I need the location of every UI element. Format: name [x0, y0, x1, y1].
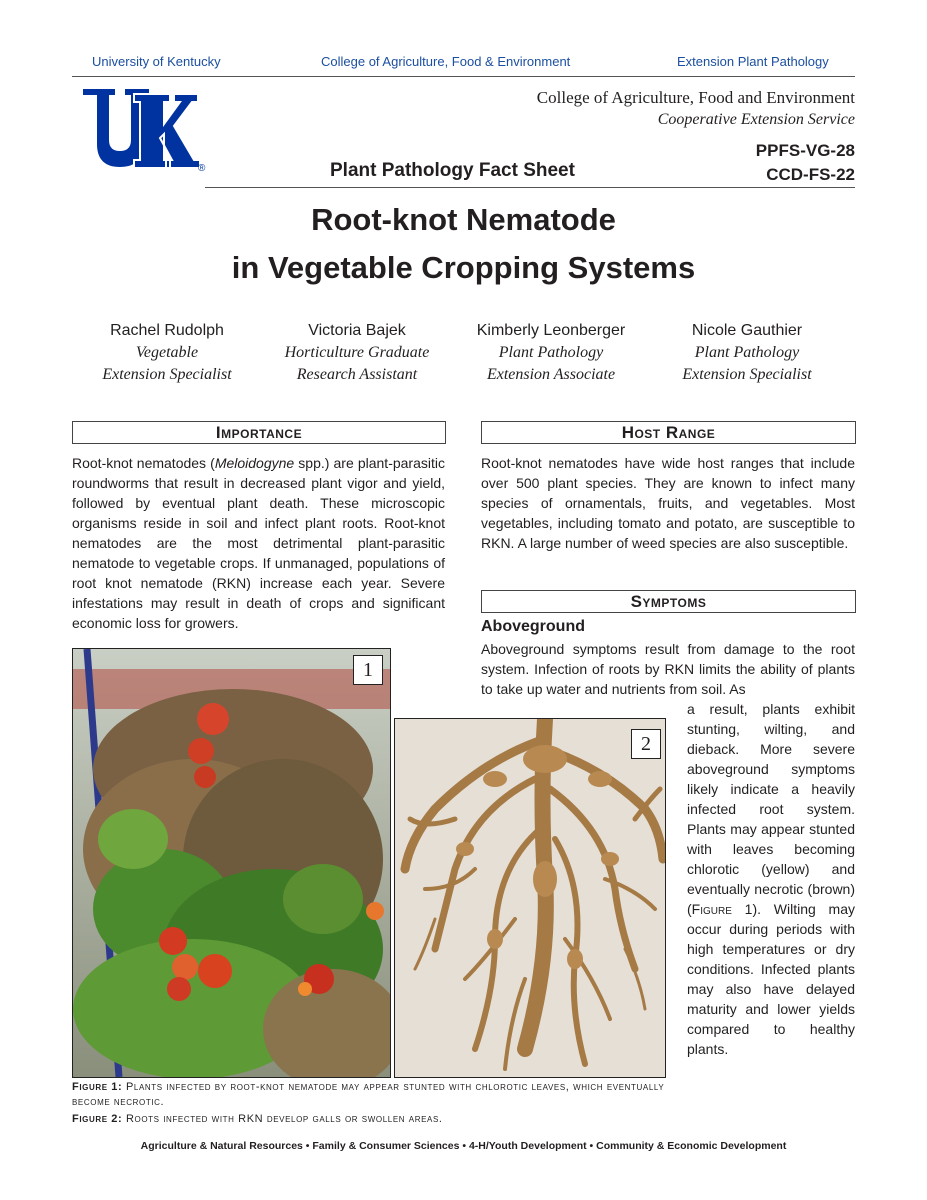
top-divider [72, 76, 855, 77]
nav-university: University of Kentucky [92, 54, 221, 69]
aboveground-subheading: Aboveground [481, 618, 585, 635]
figure-1-number: 1 [353, 655, 383, 685]
fact-sheet-label: Plant Pathology Fact Sheet [330, 160, 575, 181]
symptoms-text-1: Aboveground symptoms result from damage to the root system. Infection of roots by RKN limits the ability of plants to take up water and nutrients from soil. As [481, 641, 855, 697]
author-role: Plant Pathology [694, 344, 800, 361]
figure-2-caption: Figure 2: Roots infected with RKN develop galls or swollen areas. [72, 1113, 443, 1125]
author-role: Extension Specialist [102, 366, 232, 383]
extension-service: Cooperative Extension Service [657, 111, 855, 128]
author-role: Plant Pathology [498, 344, 604, 361]
author-1 [72, 320, 262, 386]
title-line-1: Root-knot Nematode [311, 202, 616, 237]
figure-2-photo [394, 718, 666, 1078]
publication-code-1: PPFS-VG-28 [755, 141, 855, 160]
author-role: Vegetable [135, 344, 199, 361]
author-4 [652, 320, 842, 386]
figure-1-photo [72, 648, 391, 1078]
figure-2-number: 2 [631, 729, 661, 759]
author-3 [456, 320, 646, 386]
symptoms-text-2: a result, plants exhibit stunting, wilting, and dieback. More severe aboveground symptoms likely indicate a heavily infected root system. Plants may appear stunted with leaves becoming chlorotic (yellow) and eventually necrotic (brown) (Figure 1). Wilting may occur during periods with high temperatures or dry conditions. Infected plants may also have delayed maturity and lower yields compared to healthy plants. [687, 701, 855, 1057]
footer-program-areas: Agriculture & Natural Resources • Family & Consumer Sciences • 4-H/Youth Development • Community & Economic Development [140, 1140, 787, 1152]
publication-code-2: CCD-FS-22 [766, 165, 855, 184]
author-role: Horticulture Graduate [284, 344, 430, 361]
nav-department: Extension Plant Pathology [677, 54, 829, 69]
registered-mark: ® [198, 163, 206, 174]
figure-1-caption: Figure 1: Plants infected by root-knot nematode may appear stunted with chlorotic leaves, which eventually become necrotic. [72, 1081, 665, 1108]
title-line-2: in Vegetable Cropping Systems [231, 250, 696, 285]
symptoms-heading: Symptoms [481, 590, 856, 613]
header-divider [205, 187, 855, 188]
author-role: Research Assistant [296, 366, 418, 383]
host-range-heading: Host Range [481, 421, 856, 444]
genus-name: Meloidogyne [214, 455, 295, 471]
nav-college: College of Agriculture, Food & Environment [321, 54, 571, 69]
author-role: Extension Specialist [682, 366, 812, 383]
uk-logo [80, 84, 200, 174]
college-name: College of Agriculture, Food and Environment [536, 88, 855, 107]
author-2 [262, 320, 452, 386]
author-name: Kimberly Leonberger [476, 322, 626, 339]
importance-text: Root-knot nematodes (Meloidogyne spp.) are plant-parasitic roundworms that result in decreased plant vigor and yield, followed by eventual plant death. These microscopic organisms reside in soil and infect plant roots. Root-knot nematodes are the most detrimental plant-parasitic nematode to vegetable crops. If unmanaged, populations of root knot nematode (RKN) increase each year. Severe infestations may result in death of crops and significant economic loss for growers. [72, 455, 445, 631]
host-range-text: Root-knot nematodes have wide host ranges that include over 500 plant species. They are known to infect many species of ornamentals, fruits, and vegetables. Most vegetables, including tomato and potato, are susceptible to RKN. A large number of weed species are also susceptible. [481, 455, 855, 551]
author-role: Extension Associate [486, 366, 616, 383]
author-name: Victoria Bajek [308, 322, 406, 339]
author-name: Rachel Rudolph [110, 322, 224, 339]
importance-heading: Importance [72, 421, 446, 444]
author-name: Nicole Gauthier [691, 322, 803, 339]
